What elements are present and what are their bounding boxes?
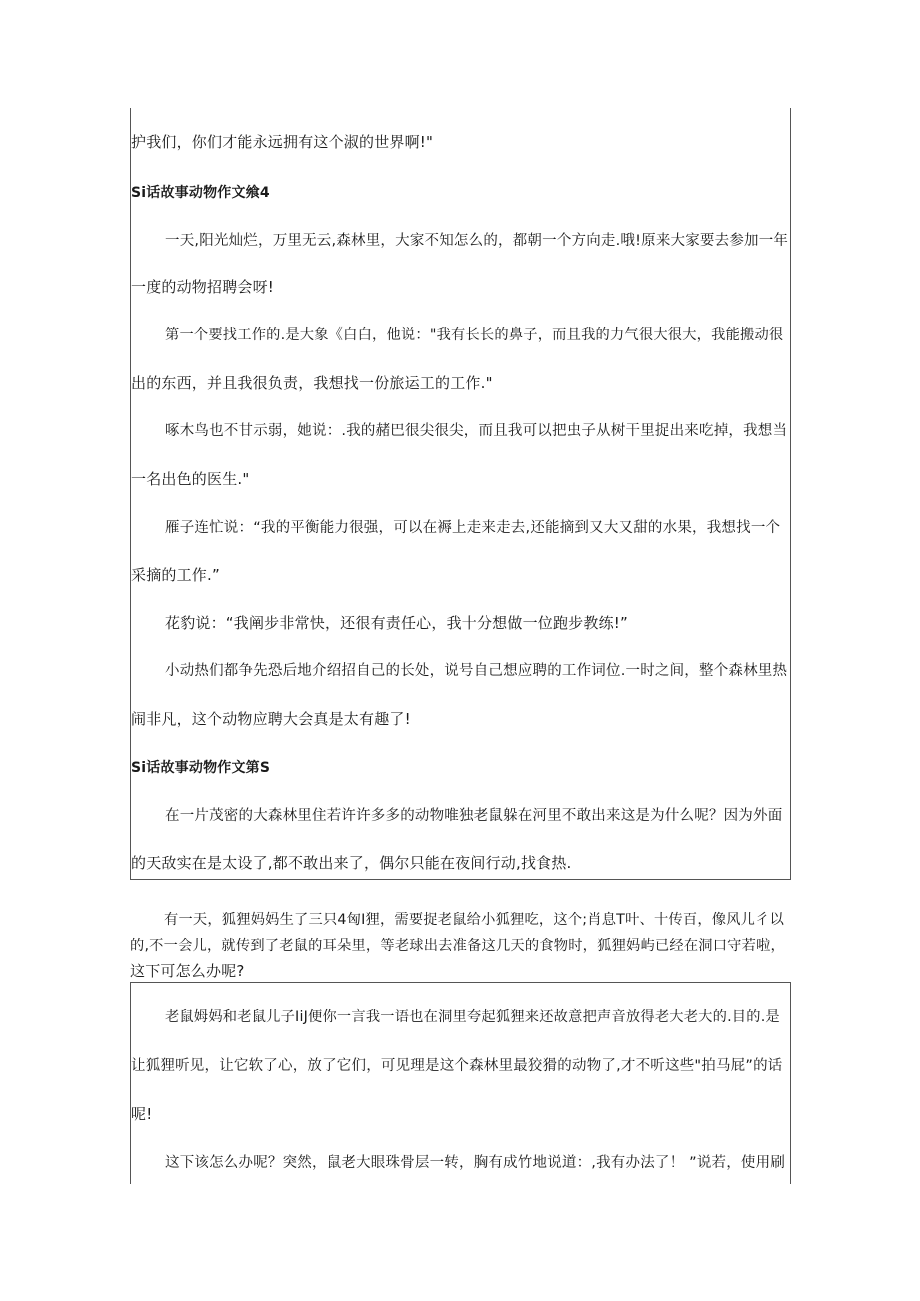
paragraph-line: 出的东西，并且我很负责，我想找一份旅运工的工作." [131,374,493,392]
paragraph-line: 有一天，狐狸妈妈生了三只4匈I狸，需要捉老鼠给小狐狸吃，这个;肖息T叶、十传百，像风儿彳以 [164,912,785,928]
paragraph-line: 一度的动物招聘会呀! [131,278,275,296]
paragraph-line: 第一个要找工作的.是大象《白白，他说："我有长长的鼻子，而且我的力气很大很大，我能搬动很 [165,327,784,343]
paragraph-line: 呢! [131,1105,153,1123]
section-heading: Si话故事动物作文飨4 [131,185,270,201]
text-frame-upper [130,108,791,880]
paragraph-line: 雁子连忙说：“我的平衡能力很强，可以在褥上走来走去,还能摘到又大又甜的水果，我想找一个 [165,520,781,536]
section-heading: Si话故事动物作文第S [131,760,271,776]
paragraph-line: 一名出色的医生." [131,470,250,488]
paragraph-line: 在一片茂密的大森林里住若许许多多的动物唯独老鼠躲在河里不敢出来这是为什么呢？因为外面 [165,808,783,824]
paragraph-line: 的天敌实在是太设了,都不敢出来了，偶尔只能在夜间行动,找食热. [131,854,572,872]
paragraph-line: 让狐狸听见，让它软了心，放了它们，可见理是这个森林里最狡猾的动物了,才不听这些"拍马屁”的话 [131,1058,783,1074]
paragraph-line: 花豹说：“我阐步非常快，还很有责任心，我十分想做一位跑步教练!” [165,614,628,632]
paragraph-line: 护我们，你们才能永远拥有这个淑的世界啊!" [131,133,434,151]
paragraph-line: 啄木鸟也不甘示弱，她说：.我的赭巴很尖很尖，而且我可以把虫子从树干里捉出来吃掉，我想当 [165,423,788,439]
paragraph-line: 一天,阳光灿烂，万里无云,森林里，大家不知怎么的，都朝一个方向走.哦!原来大家要去参加一年 [165,233,789,249]
paragraph-line: 闹非凡，这个动物应聘大会真是太有趣了! [131,710,411,728]
paragraph-line: 的,不一会儿，就传到了老鼠的耳朵里，等老球出去准备这几天的食物时，狐狸妈屿已经在洞口守若啦， [130,938,785,954]
text-frame-lower [130,982,791,1184]
paragraph-line: 采摘的工作.” [131,566,220,584]
paragraph-line: 小动热们都争先恐后地介绍招自己的长处，说号自己想应聘的工作词位.一时之间，整个森林里热 [165,663,788,679]
paragraph-line: 老鼠姆妈和老鼠儿子IiJ便你一言我一语也在洞里夸起狐狸来还故意把声音放得老大老大的.目的.是 [165,1009,780,1025]
paragraph-line: 这下可怎么办呢? [130,962,245,980]
paragraph-line: 这下该怎么办呢？突然，鼠老大眼珠骨层一转，胸有成竹地说道：,我有办法了！ ”说若，使用刷 [165,1155,786,1171]
